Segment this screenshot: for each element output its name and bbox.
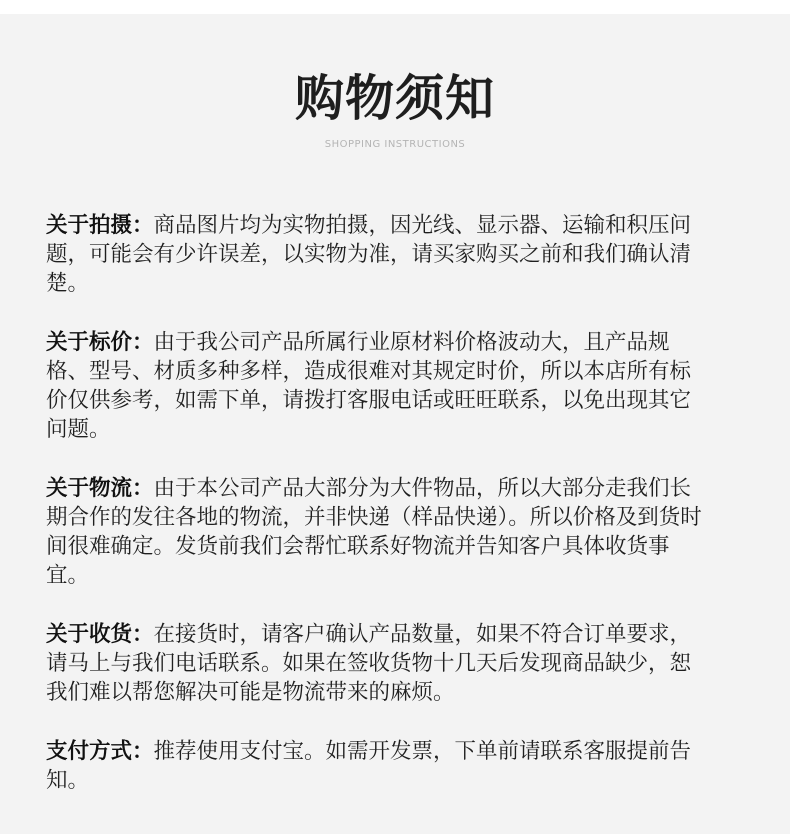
section-receiving xyxy=(46,620,706,707)
section-label: 关于标价： xyxy=(46,330,154,355)
section-label: 关于收货： xyxy=(46,622,154,647)
section-payment xyxy=(46,737,706,795)
section-text: 在接货时，请客户确认产品数量，如果不符合订单要求，请马上与我们电话联系。如果在签收货物十几天后发现商品缺少，恕我们难以帮您解决可能是物流带来的麻烦。 xyxy=(46,622,692,705)
section-text: 由于我公司产品所属行业原材料价格波动大，且产品规格、型号、材质多种多样，造成很难对其规定时价，所以本店所有标价仅供参考，如需下单，请拨打客服电话或旺旺联系，以免出现其它问题。 xyxy=(46,330,692,442)
page-title: 购物须知 xyxy=(294,70,495,127)
section-logistics xyxy=(46,474,706,590)
section-photography xyxy=(46,211,706,298)
instructions-list xyxy=(46,211,706,825)
instructions-panel xyxy=(0,14,790,834)
section-label: 关于物流： xyxy=(46,476,154,501)
section-text: 由于本公司产品大部分为大件物品，所以大部分走我们长期合作的发往各地的物流，并非快递（样品快递）。所以价格及到货时间很难确定。发货前我们会帮忙联系好物流并告知客户具体收货事宜。 xyxy=(46,476,702,588)
section-text: 推荐使用支付宝。如需开发票，下单前请联系客服提前告知。 xyxy=(46,739,692,793)
section-text: 商品图片均为实物拍摄，因光线、显示器、运输和积压问题，可能会有少许误差，以实物为准，请买家购买之前和我们确认清楚。 xyxy=(46,213,692,296)
page-subtitle: SHOPPING INSTRUCTIONS xyxy=(324,139,466,150)
section-label: 支付方式： xyxy=(46,739,154,764)
section-pricing xyxy=(46,328,706,444)
section-label: 关于拍摄： xyxy=(46,213,154,238)
